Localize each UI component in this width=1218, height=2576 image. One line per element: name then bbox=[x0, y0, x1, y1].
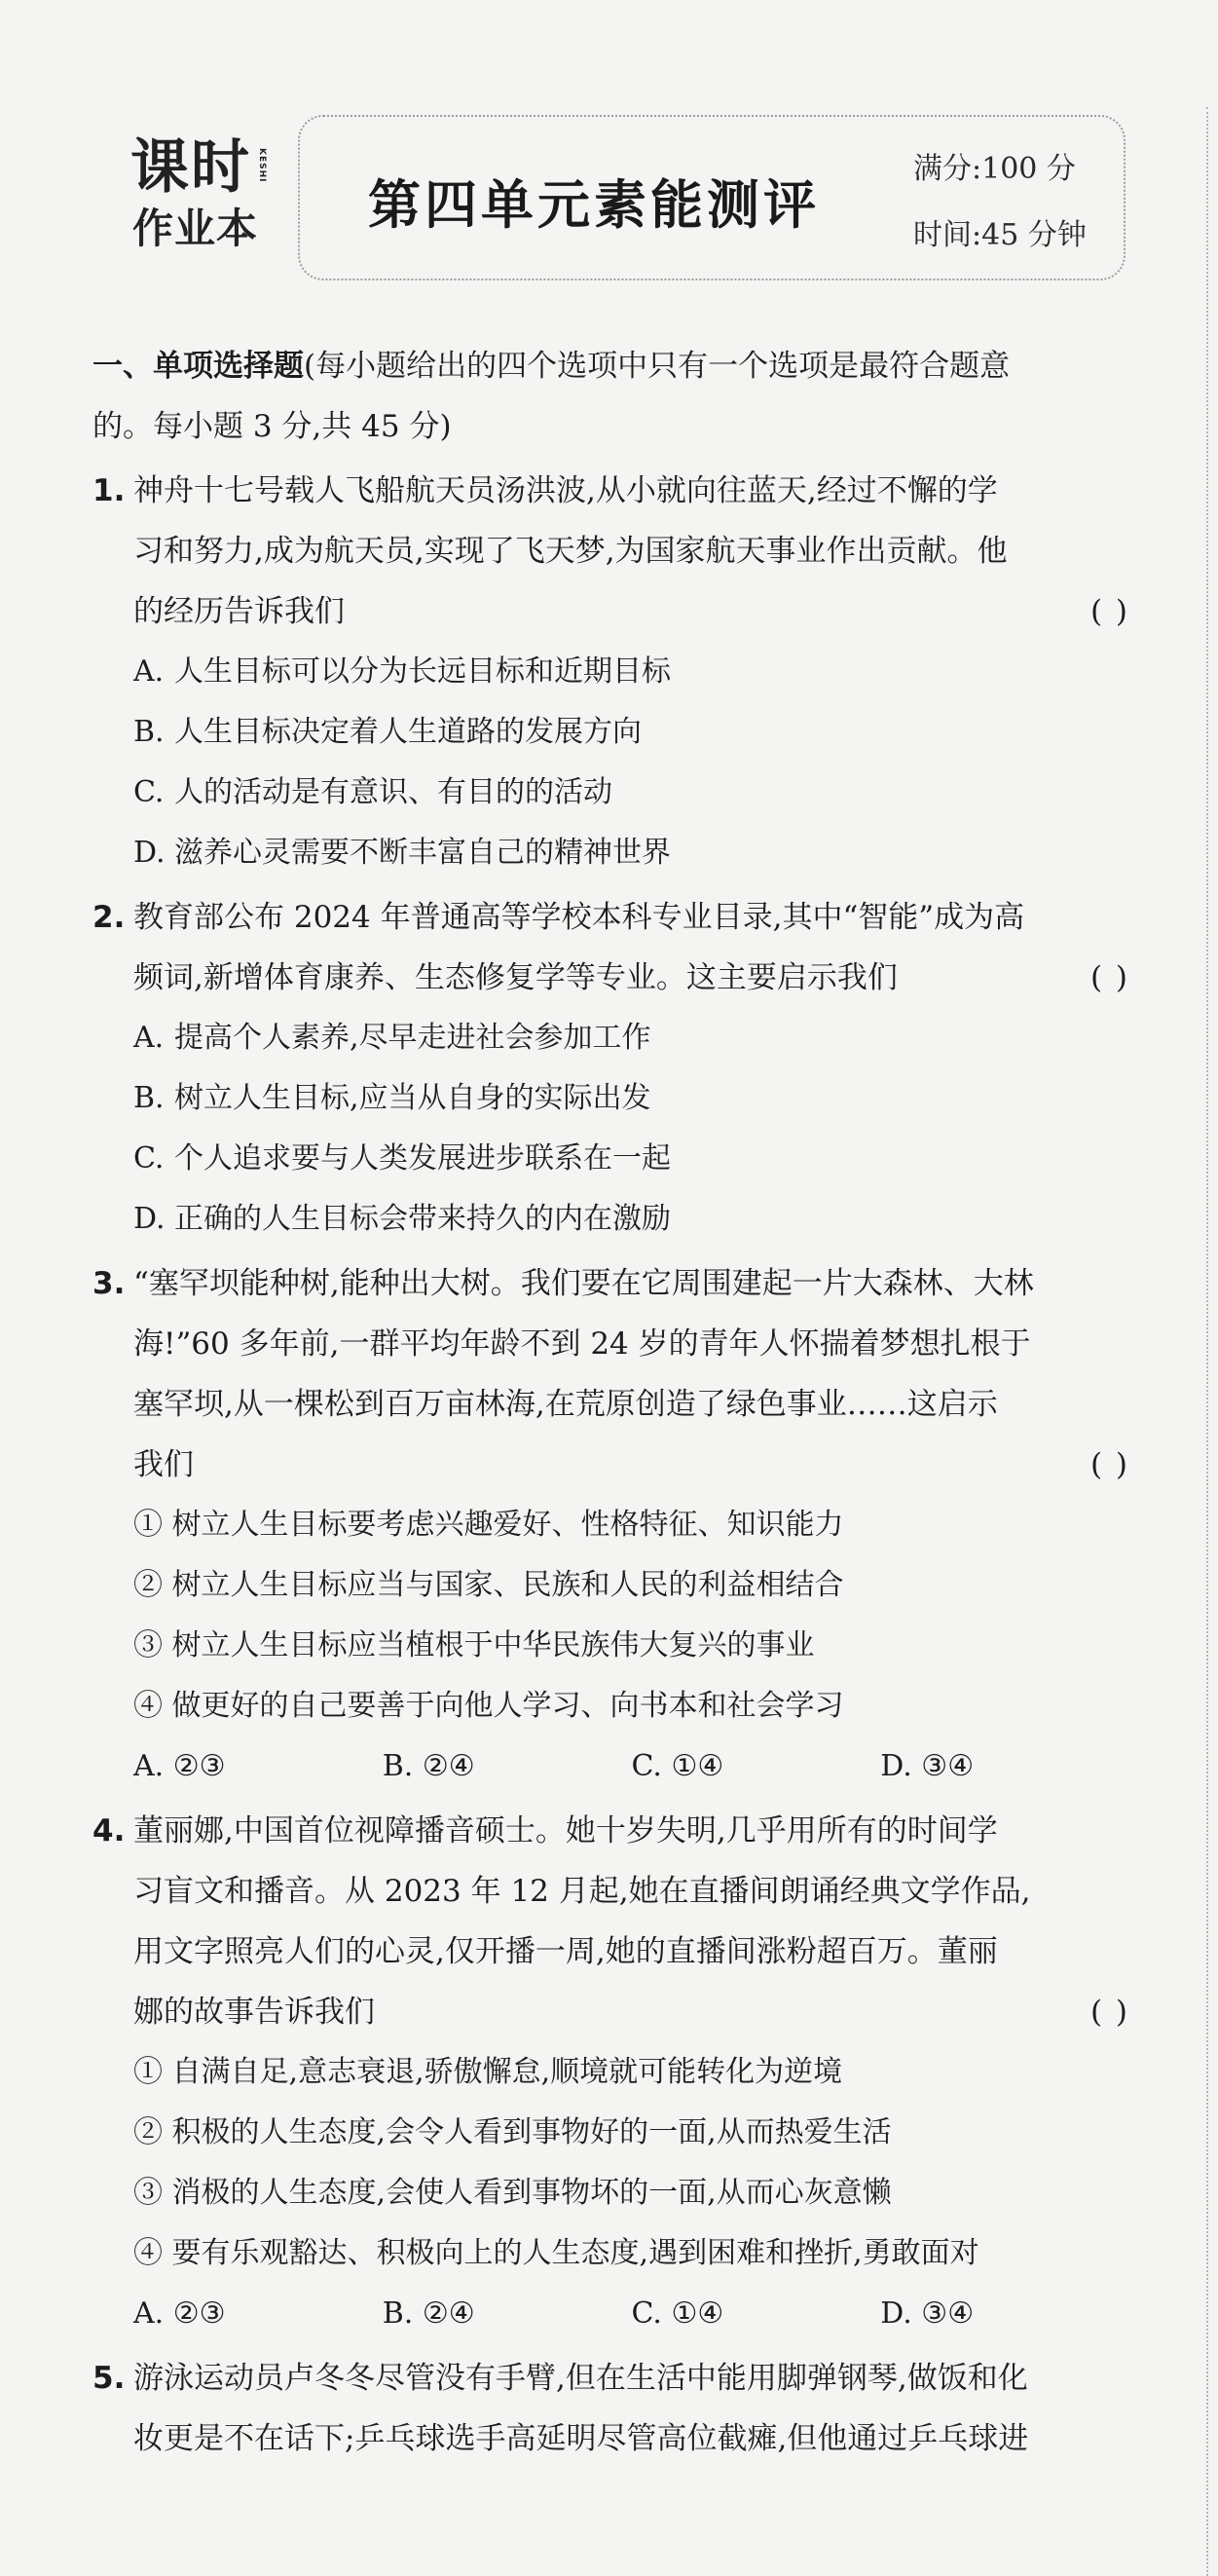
option-d[interactable] bbox=[133, 823, 1129, 883]
option-c[interactable] bbox=[133, 1129, 1129, 1189]
statement-item: ③ 树立人生目标应当植根于中华民族伟大复兴的事业 bbox=[133, 1628, 815, 1662]
stem-line: 海!”60 多年前,一群平均年龄不到 24 岁的青年人怀揣着梦想扎根于 bbox=[133, 1326, 1031, 1362]
option-b[interactable] bbox=[133, 1068, 1129, 1129]
stem-line: 用文字照亮人们的心灵,仅开播一周,她的直播间涨粉超百万。董丽 bbox=[133, 1934, 998, 1969]
stem-line: 游泳运动员卢冬冬尽管没有手臂,但在生活中能用脚弹钢琴,做饭和化 bbox=[133, 2361, 1028, 2396]
option-text: 滋养心灵需要不断丰富自己的精神世界 bbox=[174, 836, 671, 870]
stem-line bbox=[133, 1435, 1129, 1495]
stem-text: 娜的故事告诉我们 bbox=[133, 1995, 375, 2030]
stem-line: 神舟十七号载人飞船航天员汤洪波,从小就向往蓝天,经过不懈的学 bbox=[133, 473, 998, 508]
question-stem bbox=[133, 1801, 1129, 2042]
question-5 bbox=[92, 2348, 1129, 2469]
option-label: D. bbox=[133, 836, 166, 870]
choice-a[interactable]: A. ②③ bbox=[133, 2296, 226, 2331]
statement-item: ③ 消极的人生态度,会使人看到事物坏的一面,从而心灰意懒 bbox=[133, 2176, 892, 2210]
option-b[interactable] bbox=[133, 702, 1129, 763]
full-score: 满分:100 分 bbox=[913, 152, 1076, 186]
header bbox=[115, 115, 1137, 290]
option-text: 人的活动是有意识、有目的的活动 bbox=[174, 775, 612, 809]
option-c[interactable] bbox=[133, 763, 1129, 823]
question-number: 3. bbox=[92, 1266, 126, 1301]
question-4 bbox=[92, 1801, 1129, 2344]
answer-blank[interactable]: ( ) bbox=[1089, 1995, 1129, 2030]
choice-a[interactable]: A. ②③ bbox=[133, 1749, 226, 1783]
option-text: 人生目标决定着人生道路的发展方向 bbox=[174, 715, 642, 749]
page-edge-dotted-line bbox=[1206, 107, 1208, 2576]
option-text: 人生目标可以分为长远目标和近期目标 bbox=[174, 654, 671, 689]
choice-d[interactable]: D. ③④ bbox=[880, 1749, 975, 1783]
option-label: A. bbox=[133, 1021, 165, 1055]
choice-c[interactable]: C. ①④ bbox=[631, 2296, 724, 2331]
question-number: 4. bbox=[92, 1813, 126, 1848]
answer-blank[interactable]: ( ) bbox=[1089, 594, 1129, 629]
option-text: 正确的人生目标会带来持久的内在激励 bbox=[174, 1202, 671, 1236]
stem-line: 教育部公布 2024 年普通高等学校本科专业目录,其中“智能”成为高 bbox=[133, 900, 1025, 935]
statement-item: ② 树立人生目标应当与国家、民族和人民的利益相结合 bbox=[133, 1568, 844, 1602]
option-a[interactable] bbox=[133, 1008, 1129, 1068]
option-text: 提高个人素养,尽早走进社会参加工作 bbox=[174, 1021, 651, 1055]
statement-item: ① 自满自足,意志衰退,骄傲懈怠,顺境就可能转化为逆境 bbox=[133, 2055, 843, 2089]
stem-line: 习盲文和播音。从 2023 年 12 月起,她在直播间朗诵经典文学作品, bbox=[133, 1874, 1031, 1909]
question-stem bbox=[133, 887, 1129, 1008]
statement-item: ① 树立人生目标要考虑兴趣爱好、性格特征、知识能力 bbox=[133, 1508, 844, 1542]
stem-line: 塞罕坝,从一棵松到百万亩林海,在荒原创造了绿色事业……这启示 bbox=[133, 1387, 998, 1422]
time-limit: 时间:45 分钟 bbox=[913, 218, 1087, 252]
question-number: 2. bbox=[92, 900, 126, 935]
section-instructions: (每小题给出的四个选项中只有一个选项是最符合题意 bbox=[304, 349, 1011, 384]
choice-b[interactable]: B. ②④ bbox=[382, 2296, 475, 2331]
question-stem bbox=[133, 461, 1129, 642]
option-text: 树立人生目标,应当从自身的实际出发 bbox=[174, 1081, 651, 1115]
logo-pinyin: KESHI bbox=[257, 148, 267, 183]
logo-sub-text: 作业本 bbox=[132, 205, 259, 252]
title-box bbox=[298, 115, 1126, 280]
option-text: 个人追求要与人类发展进步联系在一起 bbox=[174, 1141, 671, 1176]
page-title: 第四单元素能测评 bbox=[368, 173, 820, 236]
choice-b[interactable]: B. ②④ bbox=[382, 1749, 475, 1783]
answer-choices bbox=[133, 2284, 1129, 2344]
question-stem bbox=[133, 1253, 1129, 1495]
section-instructions-cont: 的。每小题 3 分,共 45 分) bbox=[92, 409, 452, 444]
question-2 bbox=[92, 887, 1129, 1250]
option-label: A. bbox=[133, 654, 165, 689]
question-1 bbox=[92, 461, 1129, 883]
option-label: D. bbox=[133, 1202, 166, 1236]
choice-d[interactable]: D. ③④ bbox=[880, 2296, 975, 2331]
answer-blank[interactable]: ( ) bbox=[1089, 1447, 1129, 1482]
option-label: C. bbox=[133, 1141, 165, 1176]
question-stem bbox=[133, 2348, 1129, 2469]
stem-text: 的经历告诉我们 bbox=[133, 594, 345, 629]
brand-logo bbox=[125, 133, 271, 273]
answer-blank[interactable]: ( ) bbox=[1089, 960, 1129, 995]
option-label: B. bbox=[133, 1081, 165, 1115]
option-label: C. bbox=[133, 775, 165, 809]
section-title: 一、单项选择题 bbox=[92, 349, 304, 384]
stem-line bbox=[133, 948, 1129, 1008]
option-d[interactable] bbox=[133, 1189, 1129, 1250]
option-label: B. bbox=[133, 715, 165, 749]
statement-item: ② 积极的人生态度,会令人看到事物好的一面,从而热爱生活 bbox=[133, 2115, 892, 2149]
question-number: 5. bbox=[92, 2361, 126, 2396]
question-3 bbox=[92, 1253, 1129, 1797]
question-number: 1. bbox=[92, 473, 126, 508]
stem-line: 董丽娜,中国首位视障播音硕士。她十岁失明,几乎用所有的时间学 bbox=[133, 1813, 998, 1848]
stem-line: 妆更是不在话下;乒乓球选手高延明尽管高位截瘫,但他通过乒乓球进 bbox=[133, 2421, 1029, 2456]
logo-main-text: 课时 bbox=[130, 133, 251, 202]
stem-text: 我们 bbox=[133, 1447, 194, 1482]
choice-c[interactable]: C. ①④ bbox=[631, 1749, 724, 1783]
section-heading bbox=[92, 336, 1129, 457]
stem-line: “塞罕坝能种树,能种出大树。我们要在它周围建起一片大森林、大林 bbox=[133, 1266, 1034, 1301]
statement-item: ④ 做更好的自己要善于向他人学习、向书本和社会学习 bbox=[133, 1689, 844, 1723]
stem-line: 习和努力,成为航天员,实现了飞天梦,为国家航天事业作出贡献。他 bbox=[133, 534, 1008, 569]
statement-item: ④ 要有乐观豁达、积极向上的人生态度,遇到困难和挫折,勇敢面对 bbox=[133, 2236, 979, 2270]
exam-content bbox=[92, 336, 1129, 2469]
answer-choices bbox=[133, 1736, 1129, 1797]
option-a[interactable] bbox=[133, 642, 1129, 702]
stem-line bbox=[133, 581, 1129, 642]
stem-line bbox=[133, 1982, 1129, 2042]
stem-text: 频词,新增体育康养、生态修复学等专业。这主要启示我们 bbox=[133, 960, 898, 995]
